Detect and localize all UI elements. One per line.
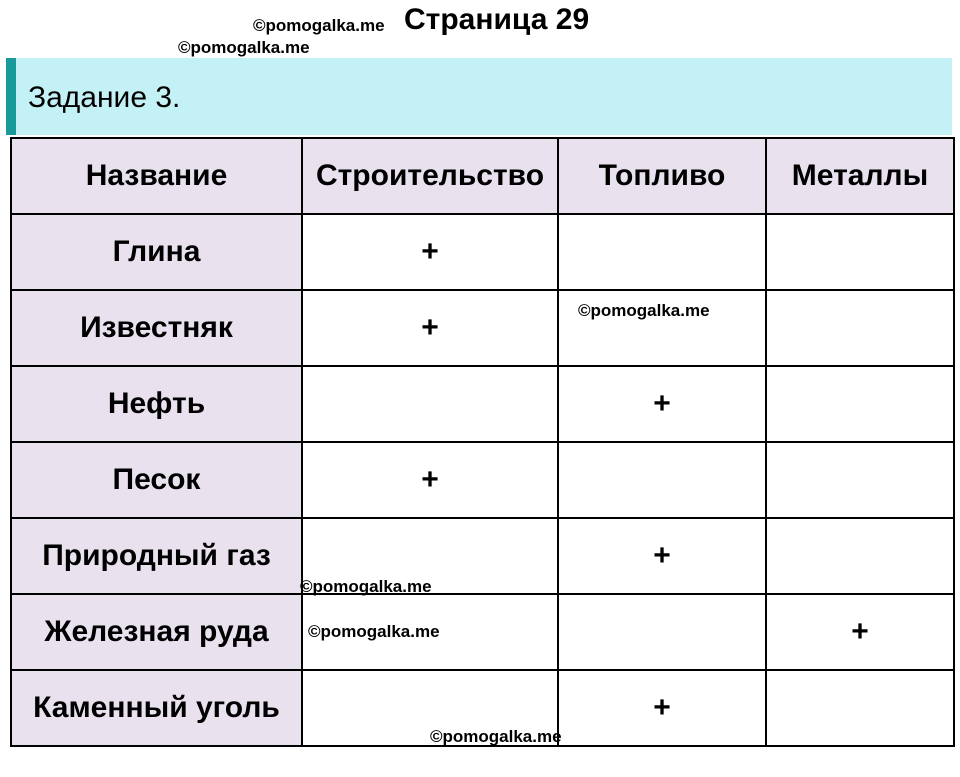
table-row [11, 214, 954, 290]
fuel-mark: + [558, 366, 766, 442]
page-title: Страница 29 [404, 3, 590, 36]
metals-mark: + [766, 594, 954, 670]
metals-mark [766, 290, 954, 366]
header-name: Название [11, 138, 302, 214]
row-name: Песок [11, 442, 302, 518]
header-metals: Металлы [766, 138, 954, 214]
table-row [11, 290, 954, 366]
task-title: Задание 3. [28, 81, 181, 114]
metals-mark [766, 518, 954, 594]
fuel-mark [558, 594, 766, 670]
row-name: Каменный уголь [11, 670, 302, 746]
row-name: Нефть [11, 366, 302, 442]
table-row [11, 518, 954, 594]
fuel-mark [558, 442, 766, 518]
table-row [11, 366, 954, 442]
watermark: ©pomogalka.me [308, 622, 440, 641]
metals-mark [766, 214, 954, 290]
table-row [11, 442, 954, 518]
watermark: ©pomogalka.me [253, 16, 385, 35]
metals-mark [766, 366, 954, 442]
row-name: Природный газ [11, 518, 302, 594]
fuel-mark: + [558, 518, 766, 594]
metals-mark [766, 670, 954, 746]
metals-mark [766, 442, 954, 518]
fuel-mark: + [558, 670, 766, 746]
header-construction: Строительство [302, 138, 558, 214]
table-row [11, 594, 954, 670]
minerals-table [10, 137, 955, 747]
construction-mark [302, 366, 558, 442]
table-header-row [11, 138, 954, 214]
row-name: Железная руда [11, 594, 302, 670]
watermark: ©pomogalka.me [578, 301, 710, 320]
watermark: ©pomogalka.me [300, 577, 432, 596]
row-name: Глина [11, 214, 302, 290]
construction-mark: + [302, 214, 558, 290]
row-name: Известняк [11, 290, 302, 366]
fuel-mark [558, 214, 766, 290]
watermark: ©pomogalka.me [178, 38, 310, 57]
construction-mark: + [302, 442, 558, 518]
task-banner [6, 58, 952, 135]
construction-mark: + [302, 290, 558, 366]
watermark: ©pomogalka.me [430, 727, 562, 746]
header-fuel: Топливо [558, 138, 766, 214]
